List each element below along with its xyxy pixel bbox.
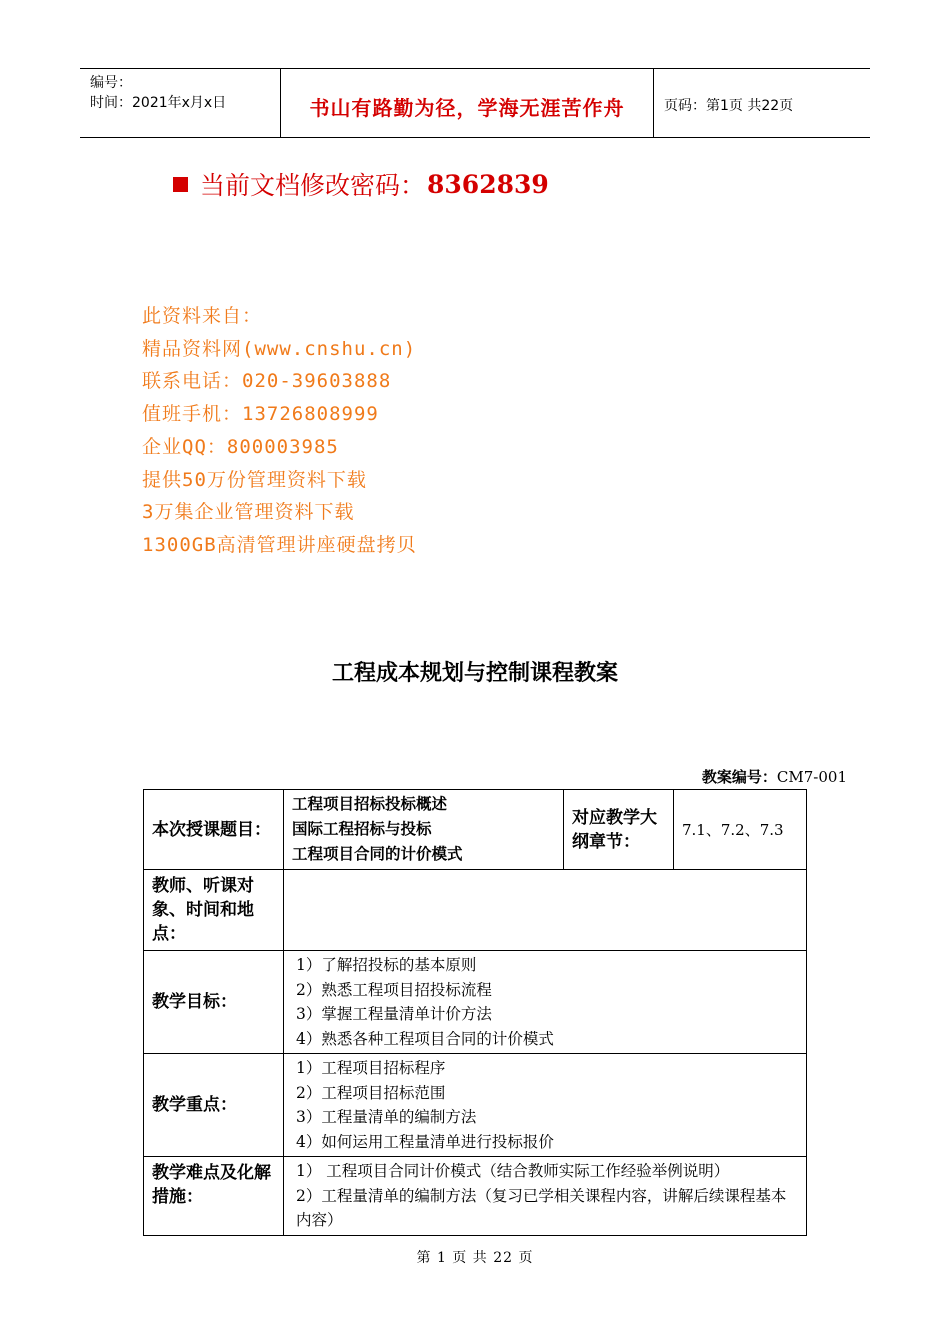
list-item: 3）掌握工程量清单计价方法 [296, 1005, 492, 1023]
square-bullet-icon [173, 177, 188, 192]
header-meta [80, 69, 281, 137]
password-notice [173, 166, 549, 202]
list-item: 4）如何运用工程量清单进行投标报价 [296, 1132, 554, 1151]
source-line: 精品资料网(www.cnshu.cn) [142, 337, 417, 360]
list-item: 3）工程量清单的编制方法 [296, 1108, 477, 1126]
list-item: 1）工程项目招标程序 [296, 1059, 446, 1077]
topic-item: 工程项目合同的计价模式 [292, 845, 463, 863]
lesson-plan-table [143, 789, 807, 1236]
audience-value [284, 870, 807, 951]
header-motto: 书山有路勤为径，学海无涯苦作舟 [281, 69, 654, 137]
plan-number [702, 766, 847, 787]
keypoints-list [284, 1054, 807, 1157]
header-number: 编号： [90, 75, 132, 91]
topic-item: 工程项目招标投标概述 [292, 795, 448, 813]
page-footer: 第 1 页 共 22 页 [416, 1250, 534, 1266]
source-line: 此资料来自： [142, 305, 263, 327]
syllabus-label: 对应教学大纲章节： [564, 790, 674, 870]
table-row [144, 1157, 807, 1236]
topic-list [284, 790, 564, 870]
source-line: 3万集企业管理资料下载 [142, 501, 355, 524]
page-header [80, 68, 870, 138]
objectives-list [284, 951, 807, 1054]
header-page-info: 页码：第1页 共22页 [664, 98, 794, 114]
difficulties-label: 教学难点及化解措施： [144, 1157, 284, 1236]
source-line: 企业QQ：800003985 [142, 435, 339, 458]
plan-number-label: 教案编号： [701, 768, 777, 786]
plan-number-value: CM7-001 [776, 768, 847, 786]
topic-item: 国际工程招标与投标 [292, 820, 432, 838]
table-row [144, 1054, 807, 1157]
list-item: 4）熟悉各种工程项目合同的计价模式 [296, 1029, 554, 1048]
audience-label: 教师、听课对象、时间和地点： [144, 870, 284, 951]
list-item: 1） 工程项目合同计价模式（结合教师实际工作经验举例说明） [296, 1162, 730, 1180]
header-time: 时间：2021年x月x日 [90, 95, 227, 111]
keypoints-label: 教学重点： [144, 1054, 284, 1157]
list-item: 2）熟悉工程项目招投标流程 [296, 980, 492, 999]
source-line: 1300GB高清管理讲座硬盘拷贝 [142, 533, 417, 556]
topic-label: 本次授课题目： [144, 790, 284, 870]
source-line: 提供50万份管理资料下载 [142, 468, 367, 491]
objectives-label: 教学目标： [144, 951, 284, 1054]
document-title: 工程成本规划与控制课程教案 [331, 661, 618, 686]
source-info [142, 300, 417, 562]
difficulties-list [284, 1157, 807, 1236]
password-label: 当前文档修改密码： [200, 171, 426, 200]
source-line: 值班手机：13726808999 [142, 403, 379, 426]
table-row [144, 790, 807, 870]
password-value: 8362839 [427, 169, 549, 199]
table-row [144, 951, 807, 1054]
source-line: 联系电话：020-39603888 [142, 370, 392, 393]
syllabus-value: 7.1、7.2、7.3 [674, 790, 807, 870]
table-row [144, 870, 807, 951]
list-item: 2）工程项目招标范围 [296, 1083, 446, 1102]
list-item: 1）了解招投标的基本原则 [296, 956, 477, 974]
list-item: 2）工程量清单的编制方法（复习已学相关课程内容，讲解后续课程基本内容） [296, 1186, 787, 1229]
